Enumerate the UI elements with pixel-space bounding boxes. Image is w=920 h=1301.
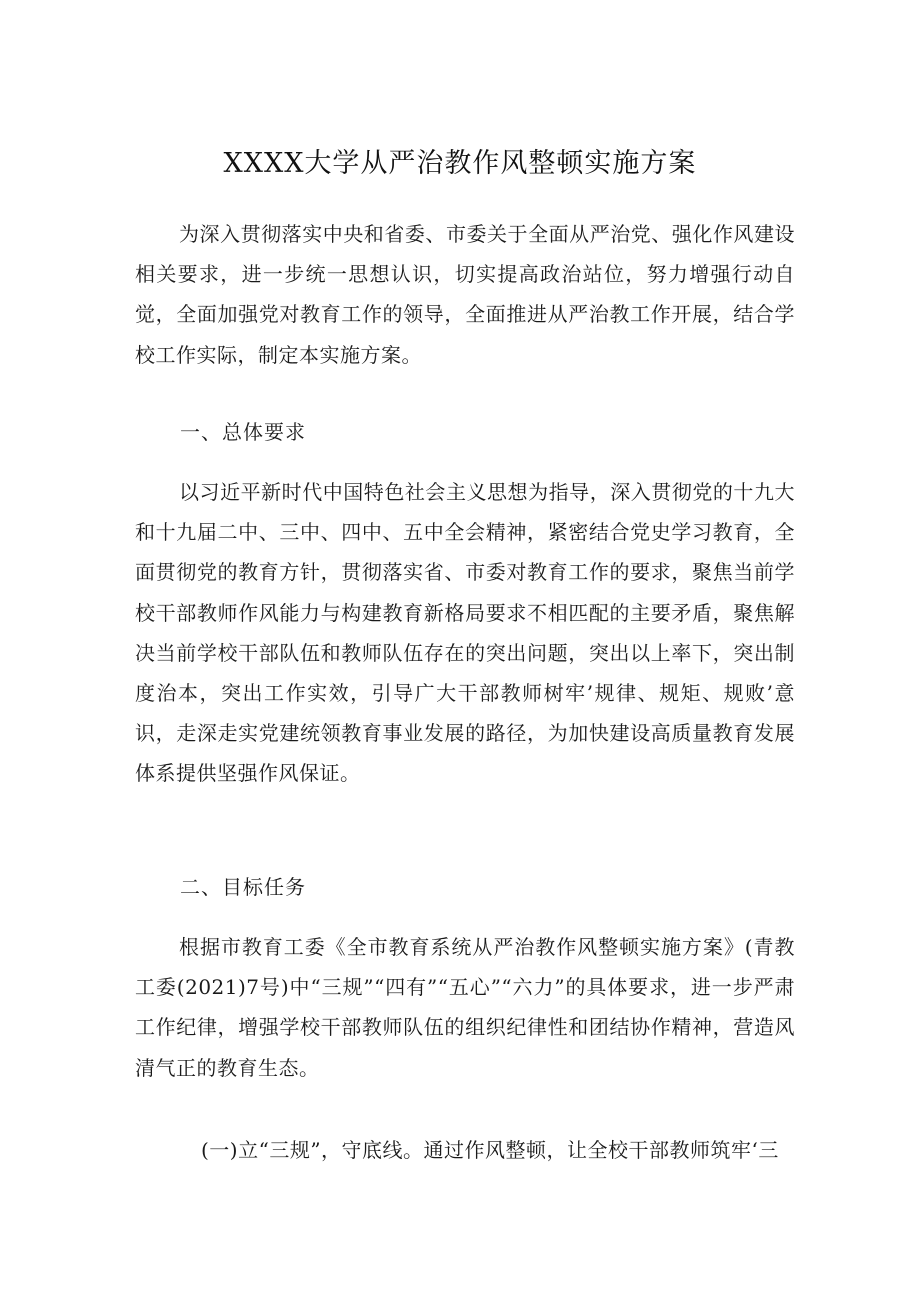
section-1-body: 以习近平新时代中国特色社会主义思想为指导，深入贯彻党的十九大和十九届二中、三中、四中、五中全会精神，紧密结合党史学习教育，全面贯彻党的教育方针，贯彻落实省、市委对教育工作的要求，聚焦当前学校干部教师作风能力与构建教育新格局要求不相匹配的主要矛盾，聚焦解决当前学校干部队伍和教师队伍存在的突出问题，突出以上率下，突出制度治本，突出工作实效，引导广大干部教师树牢’规律、规矩、规败’意识，走深走实党建统领教育事业发展的路径，为加快建设高质量教育发展体系提供坚强作风保证。	[135, 480, 795, 786]
document-title: XXXX大学从严治教作风整顿实施方案	[223, 148, 697, 179]
section-2-body: 根据市教育工委《全市教育系统从严治教作风整顿实施方案》(青教工委(2021)7号)中“三规”“四有”“五心”“六力”的具体要求，进一步严肃工作纪律，增强学校干部教师队伍的组织纪律性和团结协作精神，营造风清气正的教育生态。	[135, 935, 795, 1080]
section-2-heading: 二、目标任务	[180, 875, 306, 899]
section-2-item-1: (一)立“三规”，守底线。通过作风整顿，让全校干部教师筑牢‘三	[201, 1138, 779, 1162]
intro-paragraph: 为深入贯彻落实中央和省委、市委关于全面从严治党、强化作风建设相关要求，进一步统一思想认识，切实提高政治站位，努力增强行动自觉，全面加强党对教育工作的领导，全面推进从严治教工作开展，结合学校工作实际，制定本实施方案。	[135, 222, 795, 367]
section-1-heading: 一、总体要求	[180, 420, 306, 444]
